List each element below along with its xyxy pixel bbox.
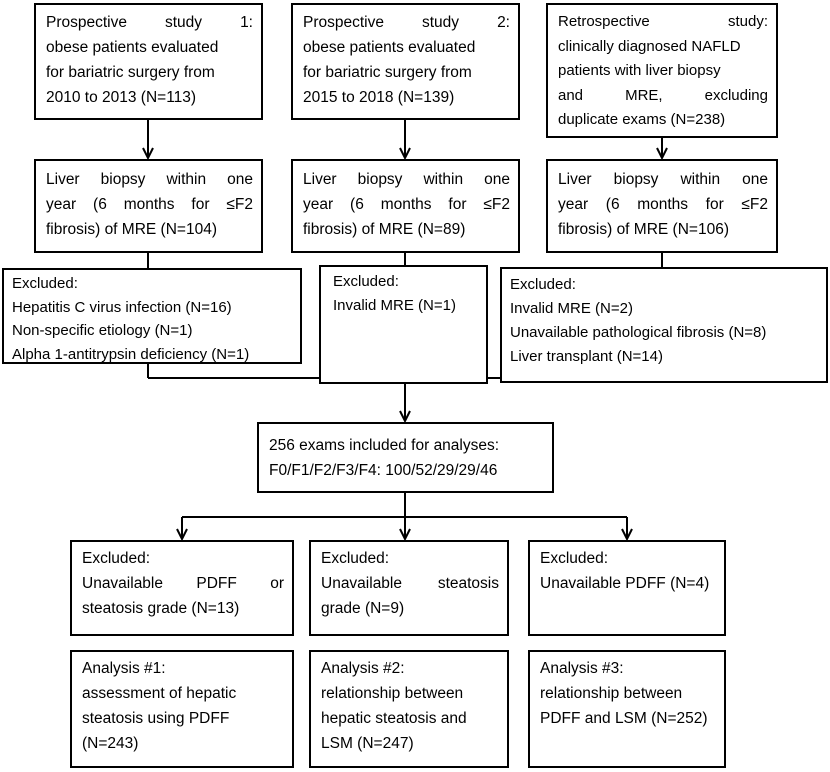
- biopsy3-line-3: fibrosis) of MRE (N=106): [558, 221, 729, 238]
- biopsy-box-3: [546, 159, 778, 253]
- source2-line-2: obese patients evaluated: [303, 39, 476, 56]
- included-line-2: F0/F1/F2/F3/F4: 100/52/29/29/46: [269, 462, 498, 479]
- source1-line-1: Prospective study 1:: [46, 14, 253, 31]
- excluded-box-study-2: [319, 265, 488, 384]
- source-box-prospective-study-1: [34, 3, 263, 120]
- excluded-a-line-1: Unavailable PDFF or: [82, 575, 284, 592]
- analysis2-line-3: LSM (N=247): [321, 735, 414, 752]
- analysis2-line-2: hepatic steatosis and: [321, 710, 467, 727]
- analysis2-title: Analysis #2:: [321, 660, 405, 677]
- source3-line-2: clinically diagnosed NAFLD: [558, 37, 741, 55]
- excluded3-item-3: Liver transplant (N=14): [510, 348, 663, 365]
- biopsy3-line-1: Liver biopsy within one: [558, 171, 768, 188]
- excluded1-item-1: Hepatitis C virus infection (N=16): [12, 298, 232, 316]
- excluded-box-analysis-2: [309, 540, 509, 636]
- source3-line-5: duplicate exams (N=238): [558, 111, 726, 128]
- excluded-box-study-1: [2, 268, 302, 364]
- excluded-c-heading: Excluded:: [540, 550, 609, 567]
- analysis1-line-3: (N=243): [82, 735, 139, 752]
- excluded-a-heading: Excluded:: [82, 550, 151, 567]
- excluded-b-line-2: grade (N=9): [321, 600, 405, 617]
- excluded2-heading: Excluded:: [333, 273, 399, 290]
- source-box-retrospective-study: [546, 3, 778, 138]
- biopsy-box-2: [291, 159, 520, 253]
- excluded-box-analysis-3: [528, 540, 726, 636]
- excluded1-item-2: Non-specific etiology (N=1): [12, 322, 193, 339]
- source2-line-1: Prospective study 2:: [303, 14, 510, 31]
- analysis3-line-2: PDFF and LSM (N=252): [540, 710, 708, 727]
- excluded-b-heading: Excluded:: [321, 550, 390, 567]
- analysis-box-2: [309, 650, 509, 768]
- analysis3-title: Analysis #3:: [540, 660, 624, 677]
- excluded-box-study-3: [500, 267, 828, 383]
- excluded1-item-3: Alpha 1-antitrypsin deficiency (N=1): [12, 345, 250, 363]
- analysis3-line-1: relationship between: [540, 685, 683, 702]
- source1-line-3: for bariatric surgery from: [46, 64, 215, 81]
- analysis1-line-1: assessment of hepatic: [82, 685, 237, 702]
- excluded3-item-1: Invalid MRE (N=2): [510, 300, 633, 317]
- source3-line-1: Retrospective study:: [558, 13, 768, 30]
- biopsy1-line-1: Liver biopsy within one: [46, 171, 253, 188]
- biopsy3-line-2: year (6 months for ≤F2: [558, 196, 768, 213]
- excluded1-heading: Excluded:: [12, 275, 78, 292]
- biopsy1-line-2: year (6 months for ≤F2: [46, 196, 253, 213]
- excluded2-item-1: Invalid MRE (N=1): [333, 296, 456, 314]
- source2-line-3: for bariatric surgery from: [303, 64, 472, 81]
- excluded-box-analysis-1: [70, 540, 294, 636]
- biopsy-box-1: [34, 159, 263, 253]
- analysis-box-1: [70, 650, 294, 768]
- excluded-a-line-2: steatosis grade (N=13): [82, 600, 240, 617]
- biopsy2-line-1: Liver biopsy within one: [303, 171, 510, 188]
- source-box-prospective-study-2: [291, 3, 520, 120]
- excluded-c-line-1: Unavailable PDFF (N=4): [540, 575, 710, 592]
- biopsy1-line-3: fibrosis) of MRE (N=104): [46, 221, 217, 238]
- analysis2-line-1: relationship between: [321, 685, 464, 702]
- excluded-b-line-1: Unavailable steatosis: [321, 575, 499, 592]
- biopsy2-line-2: year (6 months for ≤F2: [303, 196, 510, 213]
- source3-line-3: patients with liver biopsy: [558, 62, 721, 79]
- included-line-1: 256 exams included for analyses:: [269, 437, 500, 454]
- biopsy2-line-3: fibrosis) of MRE (N=89): [303, 221, 466, 238]
- included-exams-box: [257, 422, 554, 493]
- analysis-box-3: [528, 650, 726, 768]
- excluded3-heading: Excluded:: [510, 276, 576, 293]
- analysis1-title: Analysis #1:: [82, 660, 166, 677]
- excluded3-item-2: Unavailable pathological fibrosis (N=8): [510, 324, 767, 341]
- source1-line-4: 2010 to 2013 (N=113): [46, 89, 197, 106]
- source1-line-2: obese patients evaluated: [46, 39, 219, 56]
- analysis1-line-2: steatosis using PDFF: [82, 710, 230, 727]
- source3-line-4: and MRE, excluding: [558, 86, 768, 104]
- source2-line-4: 2015 to 2018 (N=139): [303, 89, 455, 106]
